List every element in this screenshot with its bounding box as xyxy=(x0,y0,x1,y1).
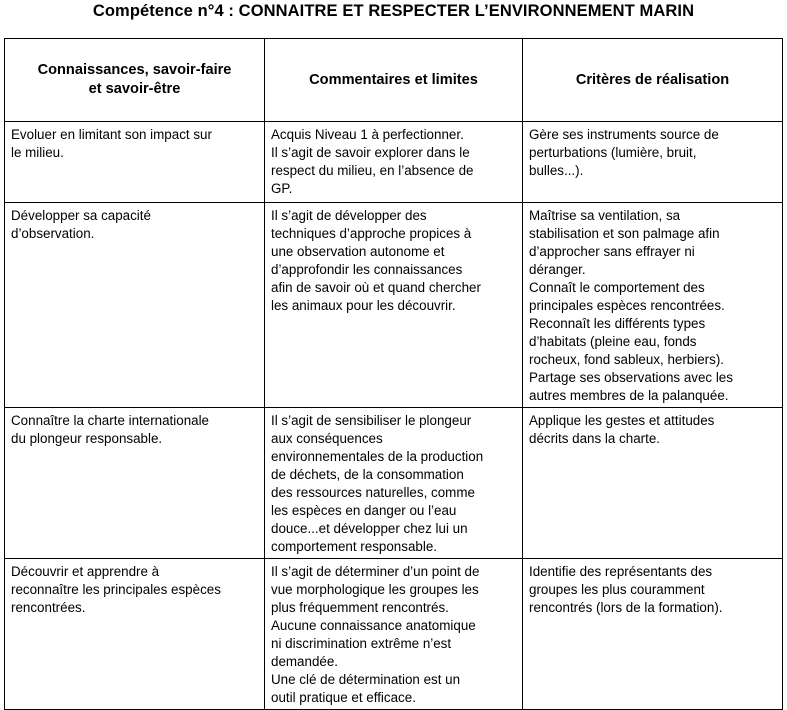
header-criteres: Critères de réalisation xyxy=(523,39,783,122)
cell-criteres: Applique les gestes et attitudes décrits dans la charte. xyxy=(523,408,783,559)
cell-criteres: Identifie des représentants des groupes les plus couramment rencontrés (lors de la formation). xyxy=(523,559,783,710)
page-title: Compétence n°4 : CONNAITRE ET RESPECTER L’ENVIRONNEMENT MARIN xyxy=(92,2,695,20)
table-row xyxy=(5,408,783,559)
cell-connaissances: Connaître la charte internationale du plongeur responsable. xyxy=(5,408,265,559)
cell-connaissances: Evoluer en limitant son impact sur le milieu. xyxy=(5,122,265,203)
cell-commentaires: Il s’agit de développer des techniques d’approche propices à une observation autonome et d’approfondir les connaissances afin de savoir où et quand chercher les animaux pour les découvrir. xyxy=(265,203,523,408)
cell-connaissances: Développer sa capacité d’observation. xyxy=(5,203,265,408)
table-row xyxy=(5,203,783,408)
cell-criteres: Gère ses instruments source de perturbations (lumière, bruit, bulles...). xyxy=(523,122,783,203)
cell-connaissances: Découvrir et apprendre à reconnaître les principales espèces rencontrées. xyxy=(5,559,265,710)
cell-commentaires: Il s’agit de déterminer d’un point de vue morphologique les groupes les plus fréquemment rencontrés. Aucune connaissance anatomique ni discrimination extrême n’est demandée. Une clé de détermination est un outil pratique et efficace. xyxy=(265,559,523,710)
cell-criteres: Maîtrise sa ventilation, sa stabilisation et son palmage afin d’approcher sans effrayer ni déranger. Connaît le comportement des principales espèces rencontrées. Reconnaît les différents types d’habitats (pleine eau, fonds rocheux, fond sableux, herbiers). Partage ses observations avec les autres membres de la palanquée. xyxy=(523,203,783,408)
cell-commentaires: Il s’agit de sensibiliser le plongeur aux conséquences environnementales de la production de déchets, de la consommation des ressources naturelles, comme les espèces en danger ou l’eau douce...et développer chez lui un comportement responsable. xyxy=(265,408,523,559)
header-row xyxy=(5,39,783,122)
competence-table xyxy=(4,38,783,710)
table-row xyxy=(5,122,783,203)
header-commentaires: Commentaires et limites xyxy=(265,39,523,122)
cell-commentaires: Acquis Niveau 1 à perfectionner. Il s’agit de savoir explorer dans le respect du milieu, en l’absence de GP. xyxy=(265,122,523,203)
header-connaissances: Connaissances, savoir-faire et savoir-être xyxy=(5,39,265,122)
table-row xyxy=(5,559,783,710)
